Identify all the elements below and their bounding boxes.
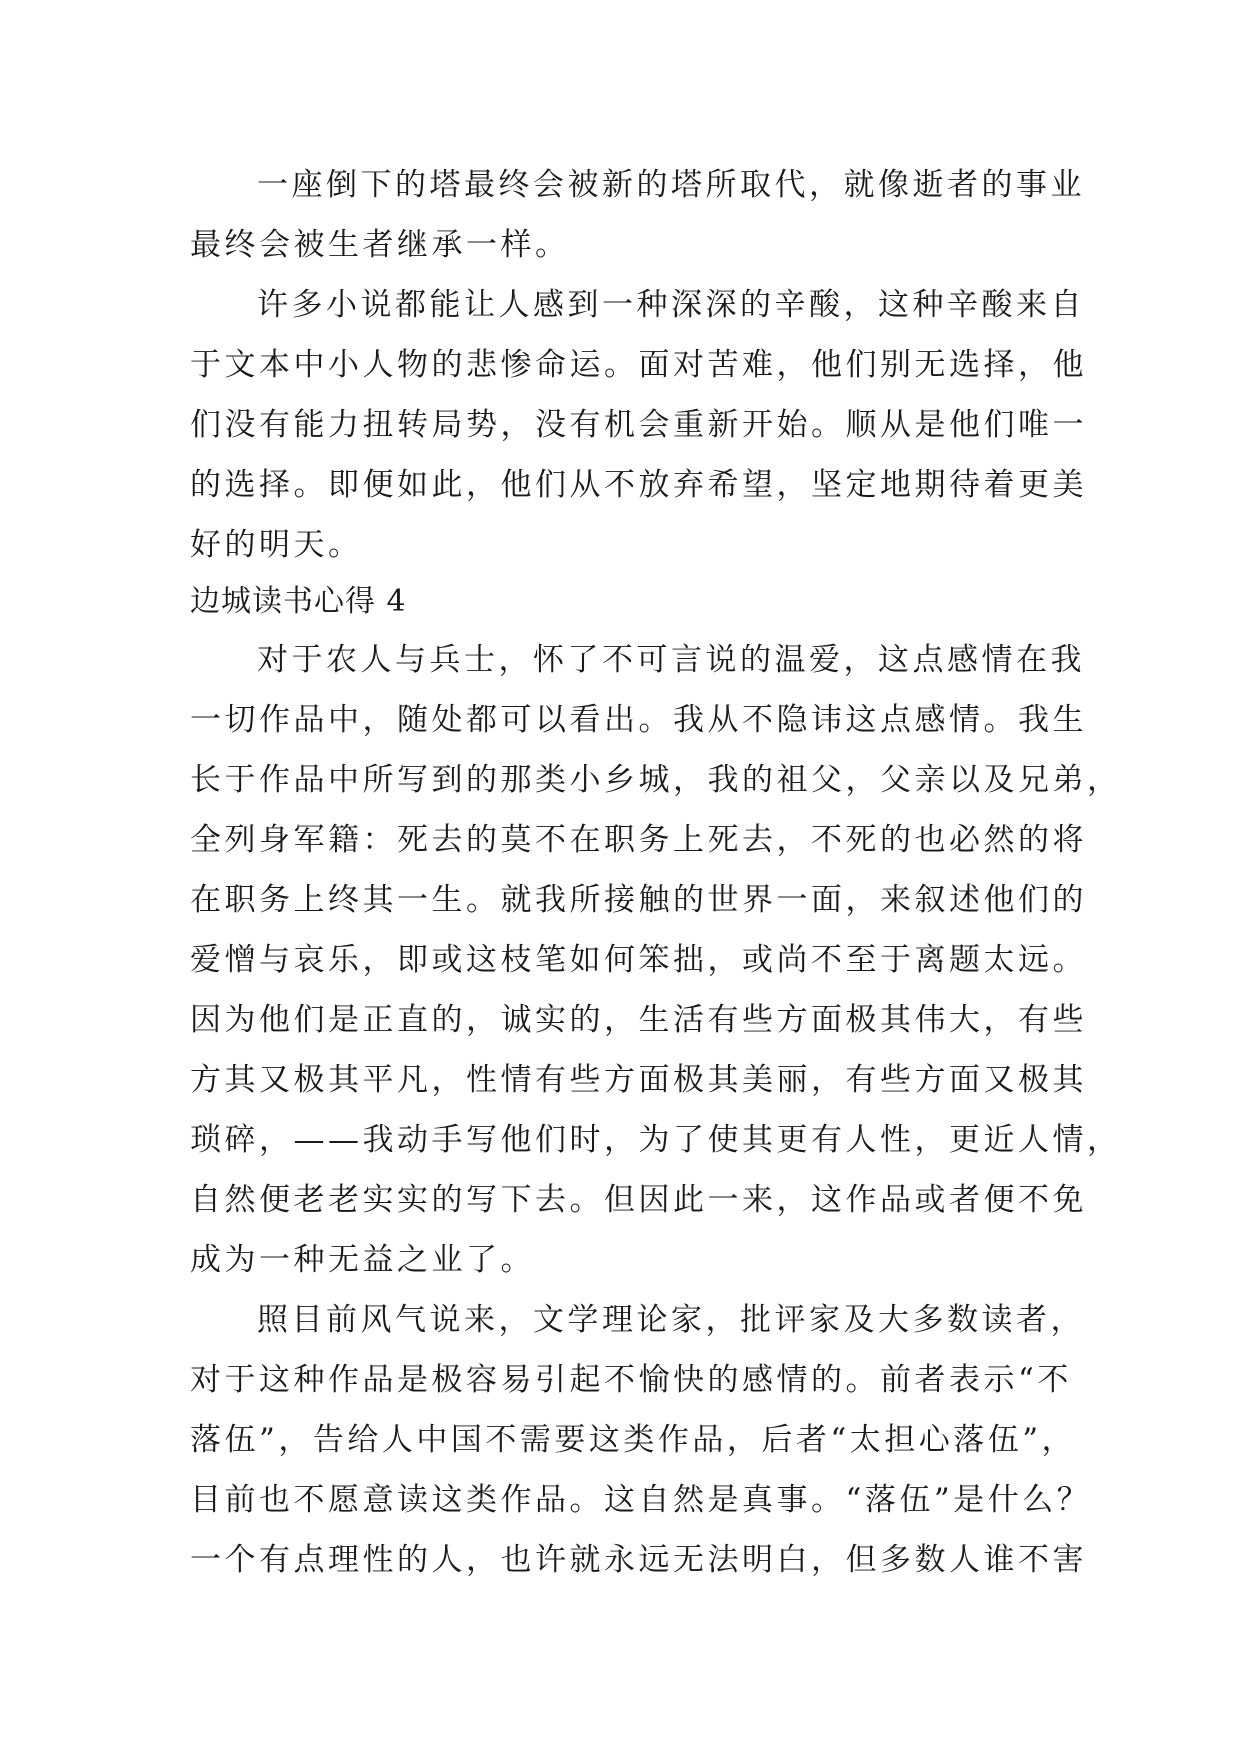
paragraph-line: 一个有点理性的人，也许就永远无法明白，但多数人谁不害 — [190, 1542, 1087, 1578]
paragraph-line: 一座倒下的塔最终会被新的塔所取代，就像逝者的事业 — [257, 167, 1085, 203]
paragraph-line: 爱憎与哀乐，即或这枝笔如何笨拙，或尚不至于离题太远。 — [190, 942, 1087, 978]
paragraph-line: 琐碎，——我动手写他们时，为了使其更有人性，更近人情， — [190, 1122, 1122, 1158]
paragraph-line: 一切作品中，随处都可以看出。我从不隐讳这点感情。我生 — [190, 702, 1087, 738]
paragraph-line: 长于作品中所写到的那类小乡城，我的祖父，父亲以及兄弟， — [190, 762, 1122, 798]
paragraph-line: 于文本中小人物的悲惨命运。面对苦难，他们别无选择，他 — [190, 347, 1087, 383]
paragraph-line: 许多小说都能让人感到一种深深的辛酸，这种辛酸来自 — [257, 287, 1085, 323]
paragraph-line: 对于这种作品是极容易引起不愉快的感情的。前者表示“不 — [190, 1362, 1072, 1398]
paragraph-line: 自然便老老实实的写下去。但因此一来，这作品或者便不免 — [190, 1182, 1087, 1218]
paragraph-line: 方其又极其平凡，性情有些方面极其美丽，有些方面又极其 — [190, 1062, 1087, 1098]
paragraph-line: 全列身军籍：死去的莫不在职务上死去，不死的也必然的将 — [190, 822, 1087, 858]
paragraph-line: 因为他们是正直的，诚实的，生活有些方面极其伟大，有些 — [190, 1002, 1087, 1038]
paragraph-line: 好的明天。 — [190, 527, 363, 563]
section-heading: 边城读书心得 4 — [190, 584, 407, 619]
paragraph-line: 最终会被生者继承一样。 — [190, 227, 570, 263]
paragraph-line: 们没有能力扭转局势，没有机会重新开始。顺从是他们唯一 — [190, 407, 1087, 443]
paragraph-line: 落伍”，告给人中国不需要这类作品，后者“太担心落伍”， — [190, 1422, 1077, 1458]
paragraph-line: 照目前风气说来，文学理论家，批评家及大多数读者， — [257, 1302, 1085, 1338]
paragraph-line: 的选择。即便如此，他们从不放弃希望，坚定地期待着更美 — [190, 467, 1087, 503]
paragraph-line: 成为一种无益之业了。 — [190, 1242, 535, 1278]
paragraph-line: 目前也不愿意读这类作品。这自然是真事。“落伍”是什么？ — [190, 1482, 1092, 1518]
paragraph-line: 对于农人与兵士，怀了不可言说的温爱，这点感情在我 — [257, 642, 1085, 678]
paragraph-line: 在职务上终其一生。就我所接触的世界一面，来叙述他们的 — [190, 882, 1087, 918]
